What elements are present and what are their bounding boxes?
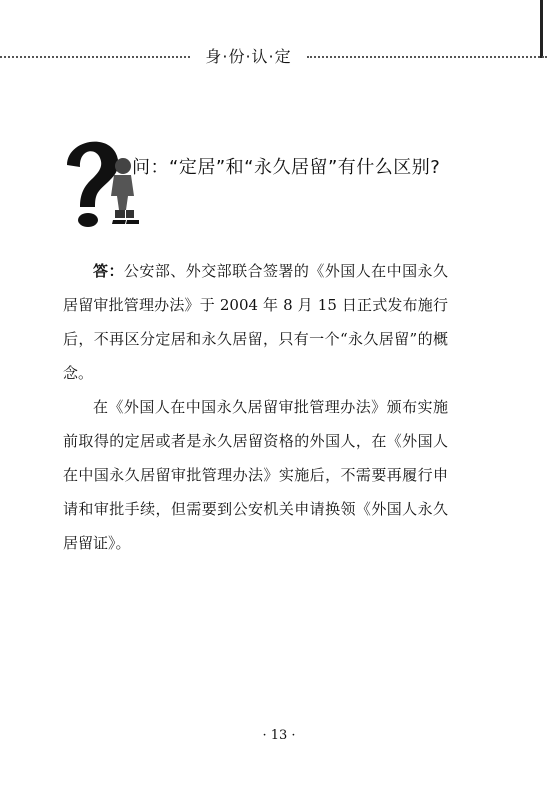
header-dotted-rule-left — [0, 56, 190, 58]
figure-feet — [112, 220, 139, 224]
header-title: 身·份·认·定 — [205, 47, 292, 66]
question-text: 问：“定居”和“永久居留”有什么区别? — [132, 157, 441, 178]
page-number: · 13 · — [262, 728, 296, 743]
answer-paragraph-2: 在《外国人在中国永久居留审批管理办法》颁布实施前取得的定居或者是永久居留资格的外国人，在《外国人在中国永久居留审批管理办法》实施后，不需要再履行申请和审批手续，但需要到公安机关申请换领《外国人永久居留证》。 — [63, 398, 448, 552]
question-mark-dot — [78, 213, 98, 227]
running-header — [0, 44, 558, 68]
question-mark-curve — [67, 142, 118, 207]
answer-paragraph-1-text: 公安部、外交部联合签署的《外国人在中国永久居留审批管理办法》于 2004 年 8 月 15 日正式发布施行后，不再区分定居和永久居留，只有一个“永久居留”的概念。 — [63, 262, 448, 382]
answer-paragraph-1 — [63, 254, 448, 390]
answer-label: 答： — [93, 262, 124, 280]
answer-body — [63, 254, 448, 560]
figure-body — [111, 175, 134, 210]
figure-legs — [115, 210, 134, 218]
header-dotted-rule-right — [307, 56, 547, 58]
figure-head — [115, 158, 131, 174]
